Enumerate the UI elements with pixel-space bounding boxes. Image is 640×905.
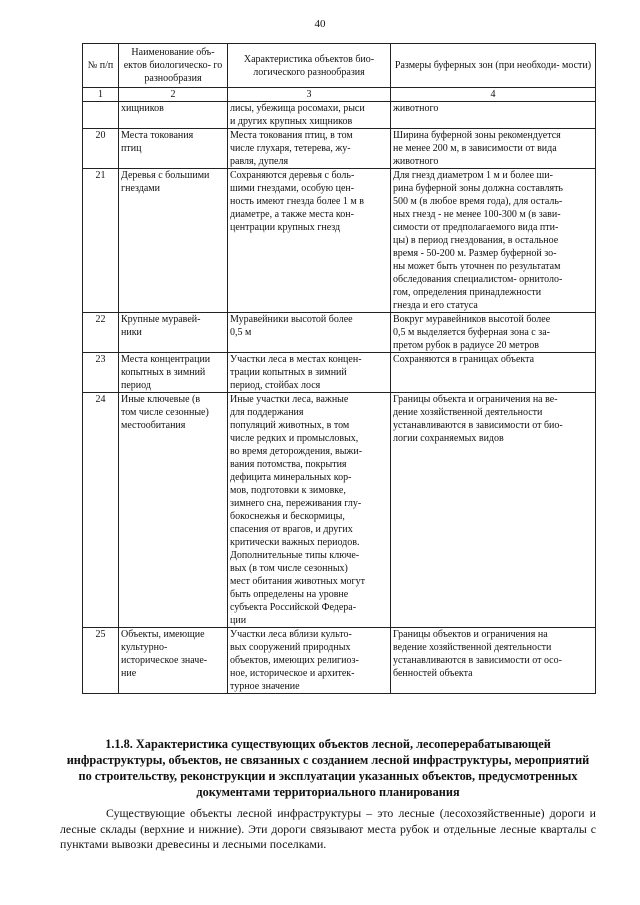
buffer-zone-cell: Для гнезд диаметром 1 м и более ши- рина буферной зоны должна составлять 500 м (в любое время года), для осталь- ных гнезд - не менее 100-300 м (в зави- симости от предполагаемого вида пти- цы) в период гнездования, в остальное время - 50-200 м. Размер буферной зо- ны может быть уточнен по результатам обследования специалистом- орнитоло- гом, определения принадлежности гнезда и его статуса [391,169,596,313]
header-buffer-zone: Размеры буферных зон (при необходи- мости) [391,44,596,88]
column-number: 3 [228,88,391,102]
object-name-cell: Крупные муравей- ники [119,313,228,353]
object-name-cell: Места токования птиц [119,129,228,169]
buffer-zone-cell: Границы объекта и ограничения на ве- дение хозяйственной деятельности устанавливаются в зависимости от био- логии сохраняемых видов [391,393,596,628]
buffer-zone-cell: Ширина буферной зоны рекомендуется не менее 200 м, в зависимости от вида животного [391,129,596,169]
object-name-cell: Иные ключевые (в том числе сезонные) местообитания [119,393,228,628]
table-row [83,169,596,313]
characteristic-cell: Участки леса вблизи культо- вых сооружений природных объектов, имеющих религиоз- ное, историческое и архитек- турное значение [228,628,391,694]
row-number: 22 [83,313,119,353]
page-number: 40 [314,18,326,30]
row-number: 23 [83,353,119,393]
buffer-zone-cell: Вокруг муравейников высотой более 0,5 м выделяется буферная зона с за- претом рубок в радиусе 20 метров [391,313,596,353]
row-number: 25 [83,628,119,694]
buffer-zone-cell: животного [391,102,596,129]
body-paragraph: Существующие объекты лесной инфраструктуры – это лесные (лесохозяйственные) дороги и лесные склады (верхние и нижние). Эти дороги связывают места рубок и отдельные лесные кварталы с пунктами вывозки древесины и лесными поселками. [60,806,596,851]
characteristic-cell: лисы, убежища росомахи, рыси и других крупных хищников [228,102,391,129]
table-row [83,353,596,393]
object-name-cell: Деревья с большими гнездами [119,169,228,313]
characteristic-cell: Сохраняются деревья с боль- шими гнездами, особую цен- ность имеют гнезда более 1 м в диаметре, а также места кон- центрации крупных гнезд [228,169,391,313]
object-name-cell: хищников [119,102,228,129]
table-row [83,628,596,694]
characteristic-cell: Иные участки леса, важные для поддержания популяций животных, в том числе редких и промысловых, во время деторождения, выжи- вания потомства, покрытия дефицита минеральных кор- мов, подготовки к зимовке, зимнего сна, переживания глу- бокоснежья и бескормицы, спасения от врагов, и других критически важных периодов. Дополнительные типы ключе- вых (в том числе сезонных) мест обитания животных могут быть определены на уровне субъекта Российской Федера- ции [228,393,391,628]
header-number: № п/п [83,44,119,88]
object-name-cell: Места концентрации копытных в зимний период [119,353,228,393]
column-number: 4 [391,88,596,102]
column-number-row [83,88,596,102]
header-object-name: Наименование объ- ектов биологическо- го разнообразия [119,44,228,88]
buffer-zone-cell: Границы объектов и ограничения на ведение хозяйственной деятельности устанавливаются в зависимости от осо- бенностей объекта [391,628,596,694]
table-row [83,393,596,628]
table-header-row [83,44,596,88]
characteristic-cell: Муравейники высотой более 0,5 м [228,313,391,353]
row-number: 24 [83,393,119,628]
table-row [83,129,596,169]
row-number: 20 [83,129,119,169]
section-heading: 1.1.8. Характеристика существующих объектов лесной, лесоперерабатывающей инфраструктуры, объектов, не связанных с созданием лесной инфраструктуры, мероприятий по строительству, реконструкции и эксплуатации указанных объектов, предусмотренных документами территориального планирования [66,737,590,799]
characteristic-cell: Места токования птиц, в том числе глухаря, тетерева, жу- равля, дупеля [228,129,391,169]
row-number: 21 [83,169,119,313]
column-number: 1 [83,88,119,102]
biodiversity-table [82,43,596,694]
buffer-zone-cell: Сохраняются в границах объекта [391,353,596,393]
object-name-cell: Объекты, имеющие культурно- историческое значе- ние [119,628,228,694]
table-row [83,102,596,129]
column-number: 2 [119,88,228,102]
table-row [83,313,596,353]
characteristic-cell: Участки леса в местах концен- трации копытных в зимний период, стойбах лося [228,353,391,393]
header-characteristic: Характеристика объектов био- логического разнообразия [228,44,391,88]
row-number [83,102,119,129]
